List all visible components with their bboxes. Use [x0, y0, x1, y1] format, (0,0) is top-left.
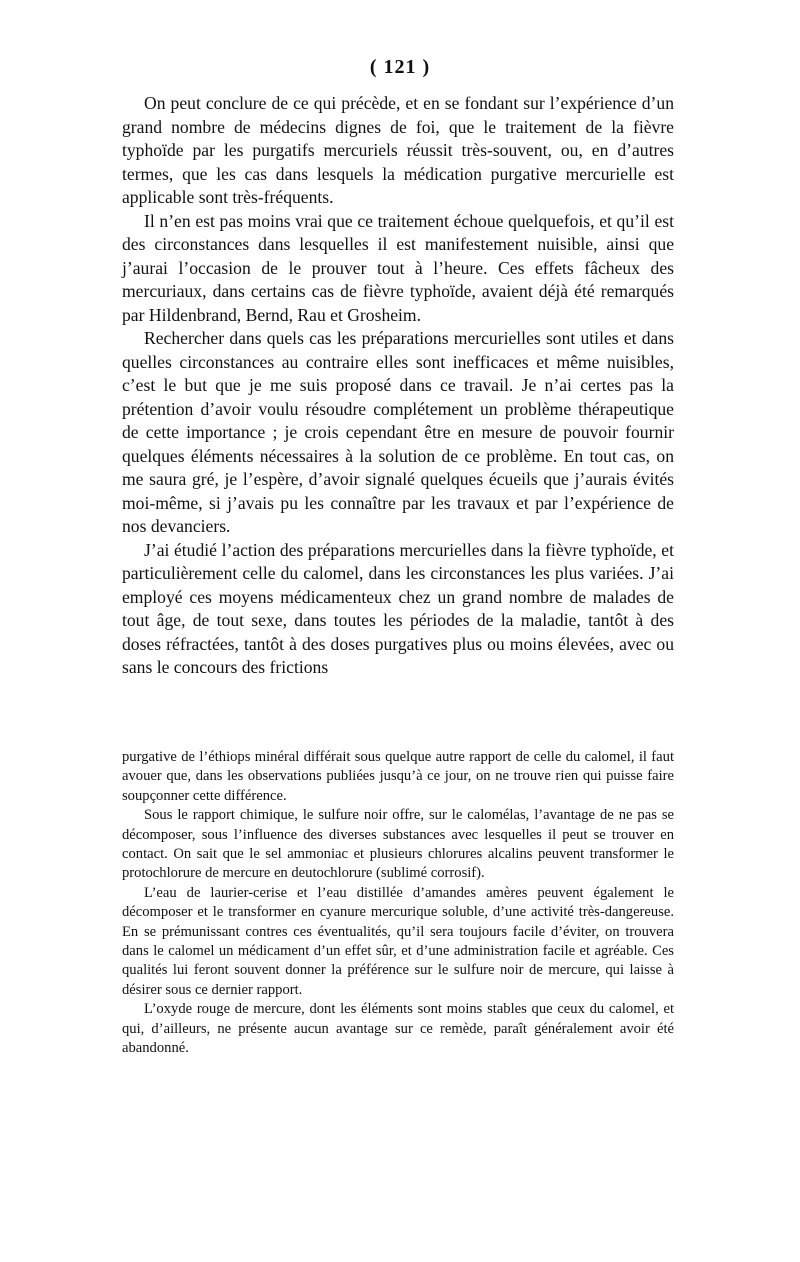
- main-paragraph-4: J’ai étudié l’action des préparations mercurielles dans la fièvre typhoïde, et particulièrement celle du calomel, dans les circonstances les plus variées. J’ai employé ces moyens médicamenteux chez un grand nombre de malades de tout âge, de tout sexe, dans toutes les périodes de la maladie, tantôt à des doses réfractées, tantôt à des doses purgatives plus ou moins élevées, avec ou sans le concours des frictions: [122, 539, 674, 677]
- main-paragraph-2: Il n’en est pas moins vrai que ce traitement échoue quelquefois, et qu’il est des circonstances dans lesquelles il est manifestement nuisible, ainsi que j’aurai l’occasion de le prouver tout à l’heure. Ces effets fâcheux des mercuriaux, dans certains cas de fièvre typhoïde, avaient déjà été remarqués par Hildenbrand, Bernd, Rau et Grosheim.: [122, 210, 674, 325]
- footnote-paragraph-1: purgative de l’éthiops minéral différait sous quelque autre rapport de celle du calomel, il faut avouer que, dans les observations publiées jusqu’à ce jour, on ne trouve rien qui puisse faire soupçonner cette différence.: [122, 749, 674, 804]
- footnote-paragraph-2: Sous le rapport chimique, le sulfure noir offre, sur le calomélas, l’avantage de ne pas se décomposer, sous l’influence des diverses substances avec lesquelles il peut se trouver en contact. On sait que le sel ammoniac et plusieurs chlorures alcalins peuvent transformer le protochlorure de mercure en deutochlorure (sublimé corrosif).: [122, 807, 674, 882]
- main-text: [122, 92, 674, 680]
- footnote-paragraph-4: L’oxyde rouge de mercure, dont les éléments sont moins stables que ceux du calomel, et qui, d’ailleurs, ne présente aucun avantage sur ce remède, paraît généralement avoir été abandonné.: [122, 1001, 674, 1057]
- footnote-paragraph-3: L’eau de laurier-cerise et l’eau distillée d’amandes amères peuvent également le décomposer et le transformer en cyanure mercurique soluble, d’une activité très-dangereuse. En se prémunissant contres ces éventualités, qu’il sera toujours facile d’éviter, on trouvera dans le calomel un médicament d’un effet sûr, et d’une administration facile et agréable. Ces qualités lui feront souvent donner la préférence sur le sulfure noir de mercure, qui laisse à désirer sous ce dernier rapport.: [122, 884, 674, 998]
- page-number: ( 121 ): [369, 56, 431, 78]
- main-paragraph-1: On peut conclure de ce qui précède, et en se fondant sur l’expérience d’un grand nombre de médecins dignes de foi, que le traitement de la fièvre typhoïde par les purgatifs mercuriels réussit très-souvent, ou, en d’autres termes, que les cas dans lesquels la médication purgative mercurielle est applicable sont très-fréquents.: [122, 93, 674, 207]
- main-paragraph-3: Rechercher dans quels cas les préparations mercurielles sont utiles et dans quelles circonstances au contraire elles sont inefficaces et même nuisibles, c’est le but que je me suis proposé dans ce travail. Je n’ai certes pas la prétention d’avoir voulu résoudre complétement un problème thérapeutique de cette importance ; je crois cependant être en mesure de pouvoir fournir quelques éléments nécessaires à la solution de ce problème. En tout cas, on me saura gré, je l’espère, d’avoir signalé quelques écueils que j’aurais évités moi-même, si j’avais pu les connaître par les travaux et par l’expérience de nos devanciers.: [122, 328, 674, 536]
- footnote: [122, 748, 674, 1059]
